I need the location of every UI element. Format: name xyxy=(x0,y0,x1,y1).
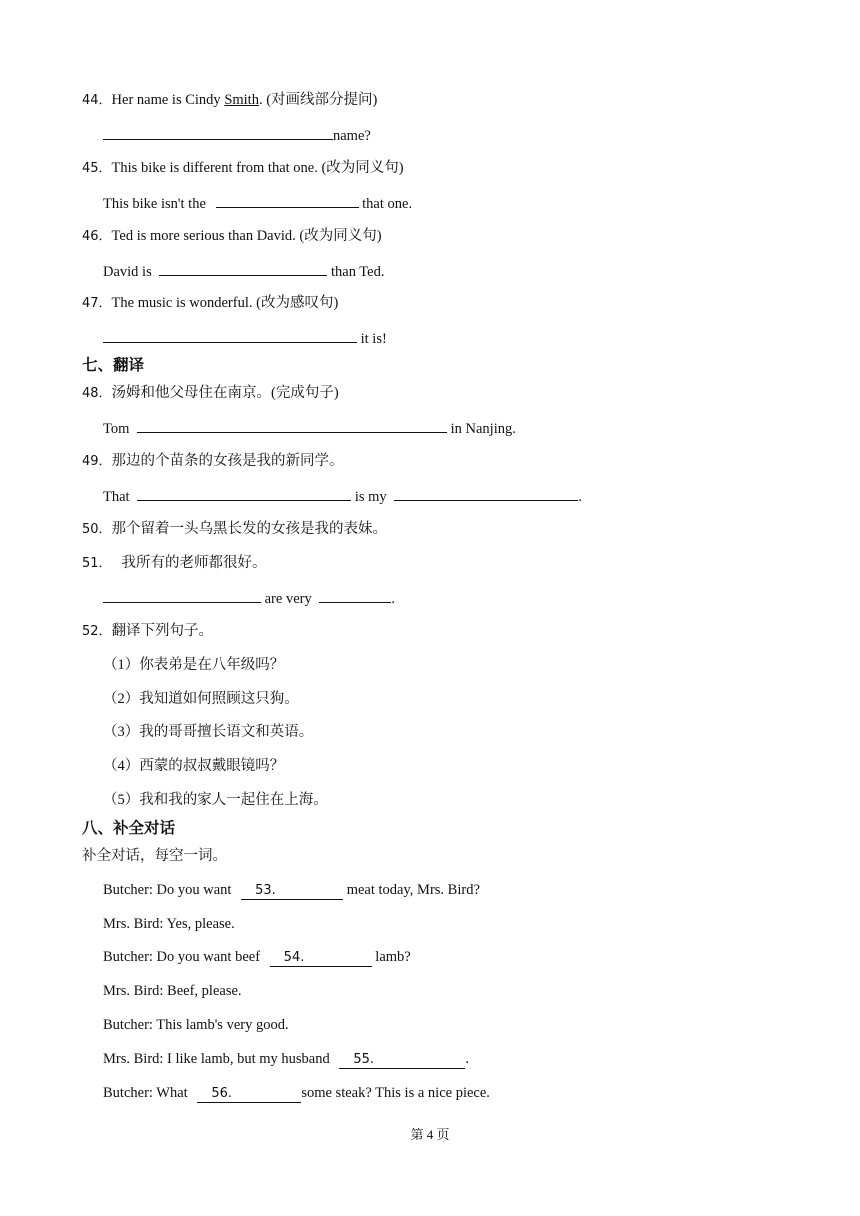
dialog-line: Butcher: This lamb's very good. xyxy=(103,1017,289,1033)
list-item: （5）我和我的家人一起住在上海。 xyxy=(103,792,328,808)
section-instruction: 补全对话，每空一词。 xyxy=(82,848,227,864)
answer-44: name? xyxy=(103,124,371,146)
page-number: 第 4 页 xyxy=(410,1127,450,1142)
answer-blank[interactable]: 56. xyxy=(197,1086,301,1103)
dialog-line: Mrs. Bird: Beef, please. xyxy=(103,983,242,999)
section-heading-translation: 七、翻译 xyxy=(82,356,145,374)
answer-blank[interactable]: 53. xyxy=(241,883,343,900)
answer-blank[interactable]: 55. xyxy=(339,1052,465,1069)
question-46: 46．Ted is more serious than David. (改为同义句) xyxy=(82,228,382,244)
question-47: 47．The music is wonderful. (改为感叹句) xyxy=(82,295,339,311)
answer-blank[interactable] xyxy=(394,485,578,501)
answer-blank[interactable] xyxy=(137,417,447,433)
answer-47: it is! xyxy=(103,327,387,349)
dialog-line: Butcher: Do you want 53. meat today, Mrs. Bird? xyxy=(103,882,480,898)
answer-blank[interactable] xyxy=(319,587,391,603)
answer-blank[interactable] xyxy=(137,485,351,501)
question-50: 50．那个留着一头乌黑长发的女孩是我的表妹。 xyxy=(82,521,388,537)
question-48: 48．汤姆和他父母住在南京。(完成句子) xyxy=(82,385,339,401)
list-item: （3）我的哥哥擅长语文和英语。 xyxy=(103,724,314,740)
list-item: （1）你表弟是在八年级吗？ xyxy=(103,657,285,673)
dialog-line: Mrs. Bird: Yes, please. xyxy=(103,916,235,932)
list-item: （2）我知道如何照顾这只狗。 xyxy=(103,691,299,707)
answer-blank[interactable]: 54. xyxy=(270,950,372,967)
answer-51: are very . xyxy=(103,587,395,609)
question-51: 51． 我所有的老师都很好。 xyxy=(82,555,267,571)
list-item: （4）西蒙的叔叔戴眼镜吗？ xyxy=(103,758,285,774)
question-44: 44．Her name is Cindy Smith. (对画线部分提问) xyxy=(82,92,378,108)
dialog-line: Butcher: What 56. some steak? This is a nice piece. xyxy=(103,1085,490,1101)
answer-blank[interactable] xyxy=(103,587,261,603)
dialog-line: Butcher: Do you want beef 54. lamb? xyxy=(103,949,411,965)
answer-blank[interactable] xyxy=(216,192,359,208)
answer-blank[interactable] xyxy=(103,327,357,343)
question-52: 52．翻译下列句子。 xyxy=(82,623,214,639)
answer-46: David is than Ted. xyxy=(103,260,384,282)
answer-blank[interactable] xyxy=(159,260,327,276)
answer-49: That is my . xyxy=(103,485,582,507)
section-heading-dialog: 八、补全对话 xyxy=(82,819,176,837)
answer-45: This bike isn't the that one. xyxy=(103,192,412,214)
dialog-line: Mrs. Bird: I like lamb, but my husband 55. . xyxy=(103,1051,469,1067)
question-45: 45．This bike is different from that one. (改为同义句) xyxy=(82,160,404,176)
answer-48: Tom in Nanjing. xyxy=(103,417,516,439)
answer-blank[interactable] xyxy=(103,124,333,140)
question-49: 49．那边的个苗条的女孩是我的新同学。 xyxy=(82,453,344,469)
